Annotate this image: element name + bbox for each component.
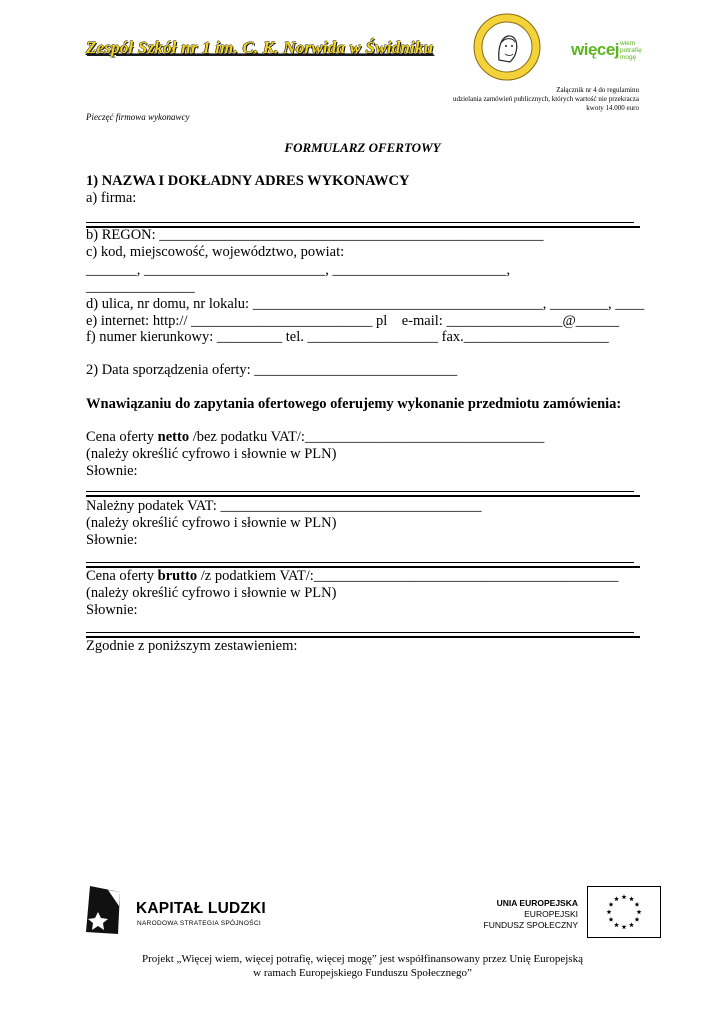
pln-note: (należy określić cyfrowo i słownie w PLN) (86, 585, 337, 601)
offer-date-field[interactable]: 2) Data sporządzenia oferty: ____________________________ (86, 362, 458, 378)
wiecej-logo-tagline (620, 40, 654, 61)
gross-words-field[interactable] (86, 632, 634, 633)
offer-intro: Wnawiązaniu do zapytania ofertowego oferujemy wykonanie przedmiotu zamówienia: (86, 396, 622, 412)
net-words-field[interactable] (86, 491, 634, 492)
address-fields[interactable]: _______, _________________________, ________________________, (86, 262, 511, 278)
tagline-moge: mogę (620, 54, 637, 61)
net-price-field[interactable] (86, 429, 544, 446)
pln-note: (należy określić cyfrowo i słownie w PLN) (86, 515, 337, 531)
school-seal-icon (472, 12, 542, 82)
eu-line-union: UNIA EUROPEJSKA (496, 898, 578, 908)
eu-line-fund: FUNDUSZ SPOŁECZNY (483, 920, 578, 930)
vat-field[interactable]: Należny podatek VAT: ____________________________________ (86, 498, 482, 514)
net-price-bold: netto (157, 429, 190, 445)
powiat-field[interactable]: _______________ (86, 279, 195, 295)
regon-field[interactable]: b) REGON: _____________________________________________________ (86, 227, 544, 243)
project-line-2: w ramach Europejskiego Funduszu Społecznego” (253, 967, 472, 979)
school-name: Zespół Szkół nr 1 im. C. K. Norwida w Świdniku (86, 38, 434, 57)
section1-heading: 1) NAZWA I DOKŁADNY ADRES WYKONAWCY (86, 173, 410, 189)
project-line-1: Projekt „Więcej wiem, więcej potrafię, więcej mogę” jest współfinansowany przez Unię Europejską (142, 953, 583, 965)
annex-note (379, 86, 639, 113)
address-label: c) kod, miejscowość, województwo, powiat: (86, 244, 345, 260)
phone-fax-field[interactable]: f) numer kierunkowy: _________ tel. __________________ fax.____________________ (86, 329, 609, 345)
project-note (0, 952, 725, 980)
annex-line: kwoty 14.000 euro (586, 104, 639, 112)
annex-line: udzielania zamówień publicznych, których wartość nie przekracza (453, 95, 639, 103)
vat-words-field[interactable] (86, 562, 634, 563)
net-price-prefix: Cena oferty (86, 429, 158, 445)
gross-price-suffix: /z podatkiem VAT/:__________________________________________ (197, 568, 619, 584)
wiecej-logo (568, 38, 650, 64)
firma-field[interactable] (86, 222, 634, 223)
street-field[interactable]: d) ulica, nr domu, nr lokalu: ________________________________________, ________, ____ (86, 296, 645, 312)
gross-price-field[interactable] (86, 568, 618, 585)
words-label: Słownie: (86, 532, 138, 548)
separator-rule (86, 495, 640, 497)
kapital-ludzki-emblem-icon (80, 882, 128, 938)
words-label: Słownie: (86, 602, 138, 618)
form-title: FORMULARZ OFERTOWY (284, 140, 441, 155)
eu-label (478, 898, 578, 931)
gross-price-prefix: Cena oferty (86, 568, 158, 584)
tagline-wiem: wiem (620, 40, 636, 47)
eu-line-european: EUROPEJSKI (524, 909, 578, 919)
annex-line: Załącznik nr 4 do regulaminu (556, 86, 639, 94)
tagline-potrafie: potrafię (620, 47, 642, 54)
stamp-label: Pieczęć firmowa wykonawcy (86, 112, 190, 122)
gross-price-bold: brutto (157, 568, 198, 584)
firma-label: a) firma: (86, 190, 137, 206)
kapital-ludzki-logo (80, 880, 280, 940)
pln-note: (należy określić cyfrowo i słownie w PLN) (86, 446, 337, 462)
words-label: Słownie: (86, 463, 138, 479)
kapital-ludzki-subtitle: NARODOWA STRATEGIA SPÓJNOŚCI (137, 920, 261, 927)
wiecej-logo-main: więcej (571, 40, 620, 59)
summary-label: Zgodnie z poniższym zestawieniem: (86, 638, 298, 654)
eu-flag-icon (587, 886, 661, 938)
internet-email-field[interactable]: e) internet: http:// _________________________ pl e-mail: ________________@______ (86, 313, 620, 329)
net-price-suffix: /bez podatku VAT/:_________________________________ (189, 429, 545, 445)
kapital-ludzki-title: KAPITAŁ LUDZKI (136, 900, 266, 917)
